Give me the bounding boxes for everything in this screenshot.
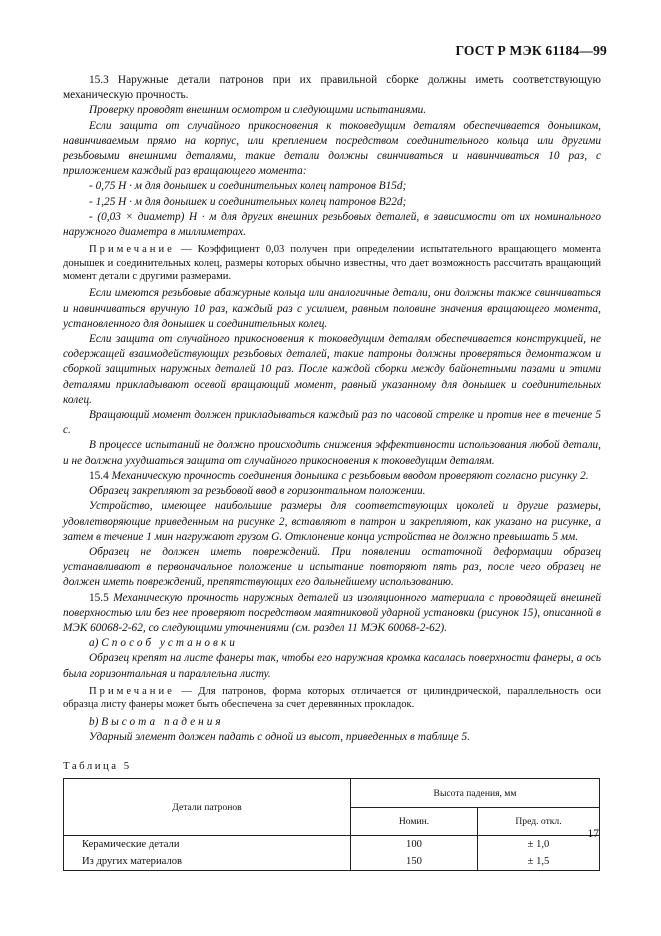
page-body	[63, 73, 601, 871]
subsection-label: a)	[89, 637, 99, 650]
table-caption: Таблица 5	[63, 759, 132, 772]
subsection-heading	[63, 636, 601, 651]
note-label: Примечание	[89, 244, 175, 256]
note-text: — Коэффициент 0,03 получен при определении испытательного вращающего момента донышек и соединительных колец, размеры которых обычно известны, что дает возможность рассчитать вращающий момент детали с другими размерами.	[63, 244, 601, 283]
note	[63, 243, 601, 283]
table-header-part: Детали патронов	[64, 779, 351, 836]
list-item: - (0,03 × диаметр) Н · м для других внешних резьбовых деталей, в зависимости от их номинального наружного диаметра в миллиметрах.	[63, 210, 601, 239]
table-header-nominal: Номин.	[351, 808, 478, 836]
table-cell-deviation: ± 1,0	[478, 836, 600, 853]
paragraph: Ударный элемент должен падать с одной из высот, приведенных в таблице 5.	[89, 730, 470, 743]
subsection-title: Высота падения	[101, 715, 224, 728]
paragraph: Образец не должен иметь повреждений. При появлении остаточной деформации образец устанавливают в первоначальное положение и испытание повторяют пять раз, после чего образец не должен иметь повреждений, препятствующих его дальнейшему использованию.	[63, 545, 601, 589]
clause-number: 15.5	[89, 591, 109, 604]
document-header: ГОСТ Р МЭК 61184—99	[455, 43, 607, 58]
table-row	[64, 853, 600, 871]
paragraph: Образец закрепляют за резьбовой ввод в горизонтальном положении.	[89, 485, 426, 498]
paragraph	[63, 469, 601, 484]
table-header-height: Высота падения, мм	[351, 779, 600, 808]
paragraph: 15.3 Наружные детали патронов при их правильной сборке должны иметь соответствующую механическую прочность.	[63, 74, 601, 102]
table-cell-part: Из других материалов	[64, 853, 351, 871]
clause-number: 15.4	[89, 469, 109, 482]
clause-text: Механическую прочность соединения донышка с резьбовым вводом проверяют согласно рисунку 2.	[108, 469, 589, 482]
paragraph: Если защита от случайного прикосновения к токоведущим деталям обеспечивается донышком, навинчиваемым прямо на корпус, или креплением посредством соединительного кольца или другими резьбовыми внешними деталями, такие детали должны свинчиваться и навинчиваться 10 раз, с приложением каждый раз вращающего момента:	[63, 119, 601, 178]
data-table	[63, 778, 600, 871]
paragraph: В процессе испытаний не должно происходить снижения эффективности использования любой детали, и не должна ухудшаться защита от случайного прикосновения к токоведущим деталям.	[63, 439, 601, 467]
list-item: - 1,25 Н · м для донышек и соединительных колец патронов В22d;	[89, 195, 407, 208]
note	[63, 685, 601, 712]
table-row	[64, 836, 600, 853]
table-header-deviation: Пред. откл.	[478, 808, 600, 836]
list-item: - 0,75 Н · м для донышек и соединительных колец патронов В15d;	[89, 180, 407, 193]
table-cell-deviation: ± 1,5	[478, 853, 600, 871]
paragraph: Если имеются резьбовые абажурные кольца или аналогичные детали, они должны также свинчиваться и навинчиваться вручную 10 раз, каждый раз с усилием, равным половине значения вращающего момента, установленного для донышек и соединительных колец.	[63, 287, 601, 330]
paragraph: Устройство, имеющее наибольшие размеры для соответствующих цоколей и другие размеры, удовлетворяющие приведенным на рисунке 2, вставляют в патрон и закрепляют, как указано на рисунке, а затем в течение 1 мин нагружают грузом G. Отклонение конца устройства не должно превышать 5 мм.	[63, 500, 601, 543]
paragraph: Проверку проводят внешним осмотром и следующими испытаниями.	[89, 104, 427, 117]
paragraph: Образец крепят на листе фанеры так, чтобы его наружная кромка касалась поверхности фанеры, а ось была горизонтальная и параллельна листу.	[63, 652, 601, 680]
note-label: Примечание	[89, 685, 175, 697]
clause-text: Механическую прочность наружных деталей из изоляционного материала с проводящей внешней поверхностью или без нее проверяют посредством маятниковой ударной установки (рисунок 15), описанной в МЭК 60068-2-62, со следующими уточнениями (см. раздел 11 МЭК 60068-2-62).	[63, 591, 601, 634]
subsection-heading	[63, 715, 601, 730]
subsection-label: b)	[89, 715, 99, 728]
subsection-title: Способ установки	[101, 637, 238, 650]
table-cell-nominal: 150	[351, 853, 478, 871]
paragraph	[63, 591, 601, 637]
table-cell-nominal: 100	[351, 836, 478, 853]
table-cell-part: Керамические детали	[64, 836, 351, 853]
paragraph: Если защита от случайного прикосновения к токоведущим деталям обеспечивается конструкцией, не содержащей взаимодействующих резьбовых деталей, такие патроны должны проверяться демонтажом и сборкой защитных наружных деталей 10 раз. После каждой сборки между байонетными пазами и этими деталями прикладывают осевой вращающий момент, равный указанному для донышек и соединительных колец.	[63, 333, 601, 406]
page-number: 17	[587, 828, 599, 840]
table-header-row	[64, 779, 600, 808]
note-text: — Для патронов, форма которых отличается от цилиндрической, параллельность оси образца листу фанеры может быть обеспечена за счет деревянных прокладок.	[63, 685, 601, 711]
paragraph: Вращающий момент должен прикладываться каждый раз по часовой стрелке и против нее в течение 5 с.	[63, 409, 601, 437]
